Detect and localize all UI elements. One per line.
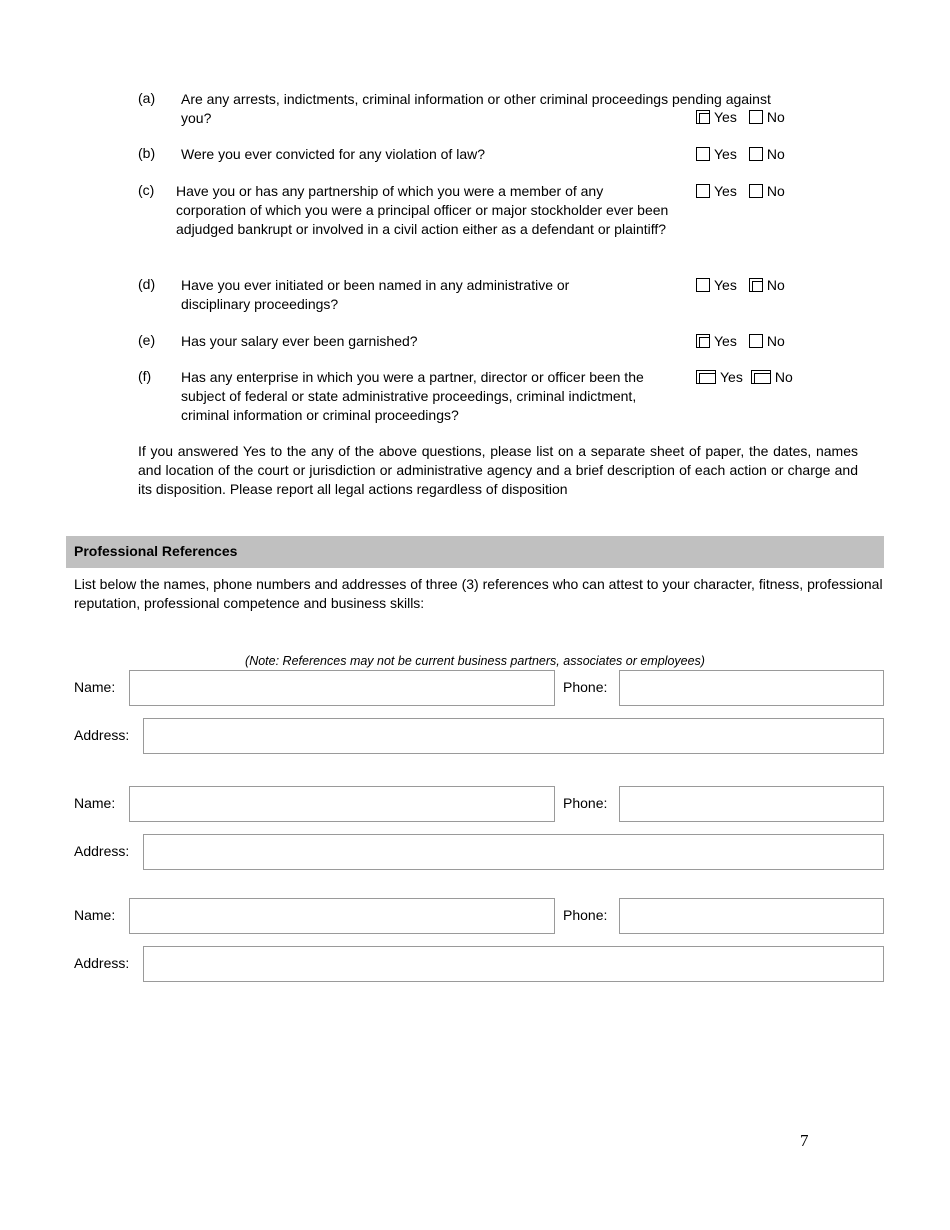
section-header — [66, 536, 884, 568]
reference-2-name-field[interactable] — [129, 786, 555, 822]
yes-checkbox[interactable] — [696, 184, 710, 198]
phone-label: Phone: — [563, 907, 608, 923]
yes-label: Yes — [714, 333, 737, 349]
yes-label: Yes — [720, 369, 743, 385]
yes-checkbox[interactable] — [696, 110, 710, 124]
yes-checkbox[interactable] — [696, 278, 710, 292]
page-number: 7 — [800, 1131, 809, 1150]
reference-1-phone-field[interactable] — [619, 670, 884, 706]
no-label: No — [766, 333, 785, 349]
yes-no-group — [696, 332, 785, 351]
no-checkbox[interactable] — [749, 278, 763, 292]
yes-checkbox[interactable] — [696, 334, 710, 348]
reference-2-address-field[interactable] — [143, 834, 884, 870]
question-text: Are any arrests, indictments, criminal information or other criminal proceedings pending against you? — [181, 91, 771, 126]
yes-no-group — [696, 145, 785, 164]
question-text: Have you or has any partnership of which you were a member of any corporation of which you were a principal officer or major stockholder ever been adjudged bankrupt or involved in a civil action either as a defendant or plaintiff? — [176, 183, 669, 237]
question-text: Has your salary ever been garnished? — [181, 333, 418, 349]
yes-label: Yes — [714, 109, 737, 125]
yes-no-group — [696, 368, 793, 387]
no-checkbox[interactable] — [749, 184, 763, 198]
question-letter: (f) — [138, 368, 152, 384]
yes-no-group — [696, 182, 785, 201]
reference-3-name-field[interactable] — [129, 898, 555, 934]
reference-1-address-field[interactable] — [143, 718, 884, 754]
no-checkbox[interactable] — [749, 147, 763, 161]
yes-label: Yes — [714, 146, 737, 162]
yes-checkbox[interactable] — [696, 147, 710, 161]
address-label: Address: — [74, 843, 130, 859]
question-letter: (c) — [138, 182, 155, 198]
phone-label: Phone: — [563, 679, 608, 695]
no-checkbox[interactable] — [749, 334, 763, 348]
question-letter: (b) — [138, 145, 156, 161]
no-label: No — [766, 277, 785, 293]
no-checkbox[interactable] — [751, 370, 771, 384]
question-letter: (e) — [138, 332, 156, 348]
reference-1-name-field[interactable] — [129, 670, 555, 706]
reference-3-phone-field[interactable] — [619, 898, 884, 934]
section-title: Professional References — [74, 543, 238, 559]
no-label: No — [766, 183, 785, 199]
question-text: Were you ever convicted for any violation of law? — [181, 146, 486, 162]
followup-instructions: If you answered Yes to the any of the above questions, please list on a separate sheet of paper, the dates, names and location of the court or jurisdiction or administrative agency and a brief description of each action or charge and its disposition. Please report all legal actions regardless of disposition — [138, 443, 858, 497]
yes-no-group — [696, 108, 785, 127]
name-label: Name: — [74, 795, 116, 811]
yes-checkbox[interactable] — [696, 370, 716, 384]
question-letter: (d) — [138, 276, 156, 292]
references-note: (Note: References may not be current business partners, associates or employees) — [245, 654, 705, 668]
address-label: Address: — [74, 727, 130, 743]
address-label: Address: — [74, 955, 130, 971]
yes-no-group — [696, 276, 785, 295]
no-label: No — [774, 369, 793, 385]
question-letter: (a) — [138, 90, 156, 106]
references-intro: List below the names, phone numbers and addresses of three (3) references who can attest to your character, fitness, professional reputation, professional competence and business skills: — [74, 576, 883, 611]
yes-label: Yes — [714, 277, 737, 293]
question-text: Have you ever initiated or been named in any administrative or disciplinary proceedings? — [181, 277, 570, 312]
no-checkbox[interactable] — [749, 110, 763, 124]
reference-3-address-field[interactable] — [143, 946, 884, 982]
question-text: Has any enterprise in which you were a partner, director or officer been the subject of federal or state administrative proceedings, criminal indictment, criminal information or criminal proceedings? — [181, 369, 644, 423]
reference-2-phone-field[interactable] — [619, 786, 884, 822]
yes-label: Yes — [714, 183, 737, 199]
phone-label: Phone: — [563, 795, 608, 811]
name-label: Name: — [74, 907, 116, 923]
no-label: No — [766, 109, 785, 125]
name-label: Name: — [74, 679, 116, 695]
no-label: No — [766, 146, 785, 162]
